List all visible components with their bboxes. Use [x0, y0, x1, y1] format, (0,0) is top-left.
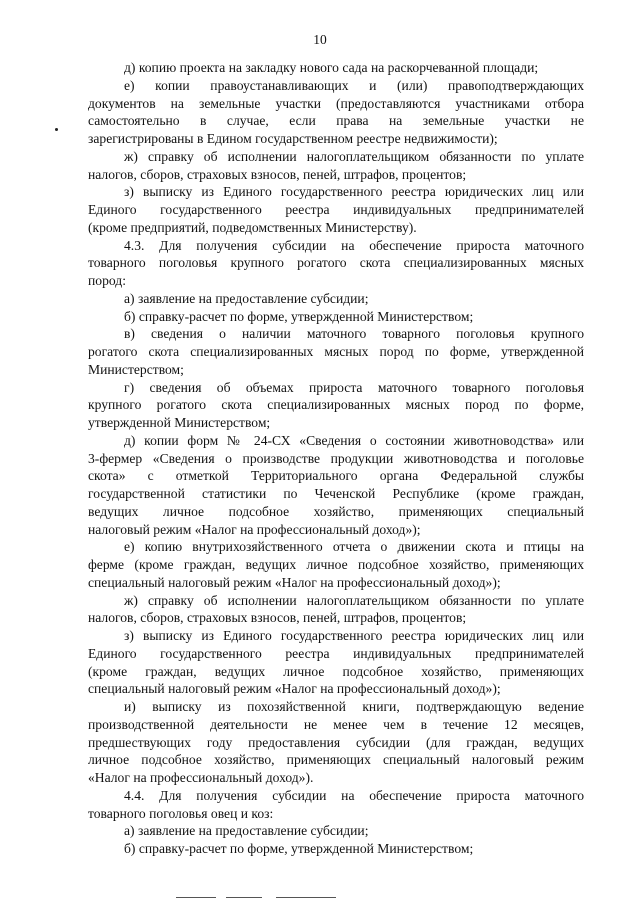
text-line: утвержденной Министерством; — [88, 415, 271, 430]
text-line: рогатого скота специализированных мясных пород по форме, утвержденной — [88, 344, 584, 359]
text-line: а) заявление на предоставление субсидии; — [124, 823, 369, 839]
text-line: специальный налоговый режим «Налог на профессиональный доход»); — [88, 574, 501, 590]
text-line: е) копию внутрихозяйственного отчета о движении скота и птицы на — [124, 539, 584, 555]
text-line: ферме (кроме граждан, ведущих личное подсобное хозяйство, применяющих — [88, 557, 584, 572]
text-line: документов на земельные участки (предоставляются участниками отбора — [88, 95, 584, 111]
text-line: личное подсобное хозяйство, применяющих специальный налоговый режим — [88, 752, 584, 768]
text-line: скота» с отметкой Территориального органа Федеральной службы — [88, 468, 584, 484]
text-line: ж) справку об исполнении налогоплательщиком обязанности по уплате — [124, 148, 584, 164]
text-line: (кроме предприятий, подведомственных Министерству). — [88, 219, 417, 235]
text-line: з) выписку из Единого государственного реестра юридических лиц или — [124, 184, 584, 200]
text-line: ж) справку об исполнении налогоплательщиком обязанности по уплате — [124, 592, 584, 608]
text-line: з) выписку из Единого государственного реестра юридических лиц или — [124, 628, 584, 643]
text-line: в) сведения о наличии маточного товарного поголовья крупного — [124, 326, 584, 342]
text-line: самостоятельно в случае, если права на земельные участки не — [88, 113, 584, 129]
page-number: 10 — [313, 32, 327, 47]
text-line: 3-фермер «Сведения о производстве продукции животноводства и поголовье — [88, 450, 584, 466]
text-line: государственной статистики по Чеченской Республике (кроме граждан, — [88, 486, 584, 501]
text-line: г) сведения об объемах прироста маточного товарного поголовья — [124, 379, 584, 395]
text-line: д) копию проекта на закладку нового сада на раскорчеванной площади; — [124, 60, 539, 75]
text-line: ведущих личное подсобное хозяйство, применяющих специальный — [88, 503, 584, 519]
text-line: производственной деятельности не менее чем в течение 12 месяцев, — [88, 716, 584, 732]
text-line: предшествующих году предоставления субсидии (для граждан, ведущих — [88, 734, 584, 750]
document-body — [88, 59, 584, 858]
text-line: Единого государственного реестра индивидуальных предпринимателей — [88, 645, 584, 661]
text-line: налогов, сборов, страховых взносов, пеней, штрафов, процентов; — [88, 610, 467, 626]
text-line: (кроме граждан, ведущих личное подсобное хозяйство, применяющих — [88, 663, 584, 679]
text-line: и) выписку из похозяйственной книги, подтверждающую ведение — [124, 699, 584, 714]
text-line: пород: — [88, 273, 126, 288]
text-line: «Налог на профессиональный доход»). — [88, 770, 314, 785]
text-line: Единого государственного реестра индивидуальных предпринимателей — [88, 202, 584, 217]
footer-scan-marks — [0, 897, 640, 905]
text-line: 4.3. Для получения субсидии на обеспечение прироста маточного — [124, 237, 584, 253]
text-line: е) копии правоустанавливающих и (или) правоподтверждающих — [124, 77, 584, 93]
text-line: а) заявление на предоставление субсидии; — [124, 290, 369, 306]
text-line: б) справку-расчет по форме, утвержденной Министерством; — [124, 308, 474, 324]
margin-mark — [55, 128, 58, 131]
text-line: налогов, сборов, страховых взносов, пеней, штрафов, процентов; — [88, 166, 467, 182]
text-line: 4.4. Для получения субсидии на обеспечение прироста маточного — [124, 787, 584, 803]
text-line: зарегистрированы в Едином государственном реестре недвижимости); — [88, 131, 498, 146]
text-line: налоговый режим «Налог на профессиональный доход»); — [88, 521, 421, 537]
text-line: б) справку-расчет по форме, утвержденной Министерством; — [124, 841, 474, 856]
text-line: специальный налоговый режим «Налог на профессиональный доход»); — [88, 681, 501, 697]
text-line: Министерством; — [88, 361, 184, 377]
text-line: товарного поголовья овец и коз: — [88, 805, 274, 821]
text-line: крупного рогатого скота специализированных мясных пород по форме, — [88, 397, 584, 413]
text-line: д) копии форм № 24-СХ «Сведения о состоянии животноводства» или — [124, 432, 584, 448]
text-line: товарного поголовья крупного рогатого скота специализированных мясных — [88, 255, 584, 271]
